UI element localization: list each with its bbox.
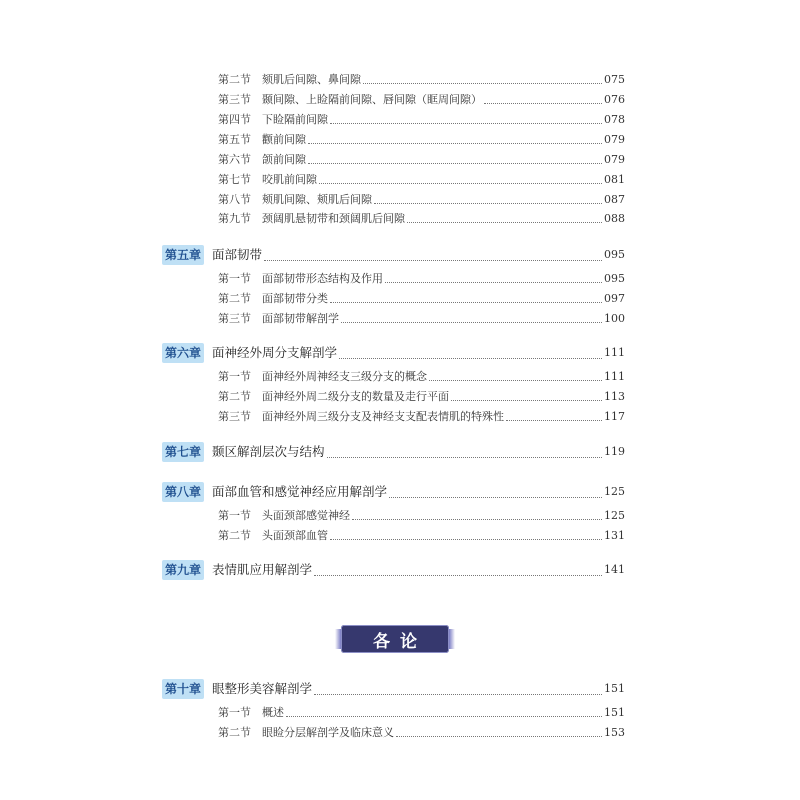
page-number: 081 xyxy=(604,173,625,186)
section-number: 第二节 xyxy=(218,529,251,542)
page-number: 125 xyxy=(604,485,625,498)
chapter-number-badge: 第十章 xyxy=(162,679,204,699)
chapter-number-badge: 第八章 xyxy=(162,482,204,502)
page-number: 117 xyxy=(604,410,625,423)
dot-leader xyxy=(396,736,602,737)
section-title: 概述 xyxy=(262,706,284,719)
toc-section-row[interactable] xyxy=(218,132,625,148)
page-number: 111 xyxy=(604,370,625,383)
toc-section-row[interactable] xyxy=(218,725,625,741)
dot-leader xyxy=(429,380,602,381)
dot-leader xyxy=(341,322,602,323)
toc-section-row[interactable] xyxy=(218,192,625,208)
section-number: 第二节 xyxy=(218,73,251,86)
page-number: 088 xyxy=(604,212,625,225)
section-title: 面部韧带分类 xyxy=(262,292,328,305)
section-number: 第九节 xyxy=(218,212,251,225)
toc-section-row[interactable] xyxy=(218,311,625,327)
section-number: 第一节 xyxy=(218,509,251,522)
page-number: 076 xyxy=(604,93,625,106)
section-title: 头面颈部血管 xyxy=(262,529,328,542)
chapter-title: 颞区解剖层次与结构 xyxy=(212,444,325,459)
section-title: 颧前间隙 xyxy=(262,133,306,146)
chapter-title: 面部血管和感觉神经应用解剖学 xyxy=(212,484,388,499)
section-title: 颈阔肌悬韧带和颈阔肌后间隙 xyxy=(262,212,405,225)
chapter-number-badge: 第六章 xyxy=(162,343,204,363)
section-number: 第一节 xyxy=(218,272,251,285)
dot-leader xyxy=(330,539,602,540)
section-number: 第六节 xyxy=(218,153,251,166)
toc-section-row[interactable] xyxy=(218,172,625,188)
page-number: 131 xyxy=(604,529,625,542)
section-number: 第一节 xyxy=(218,706,251,719)
dot-leader xyxy=(484,103,602,104)
dot-leader xyxy=(339,358,602,359)
dot-leader xyxy=(314,694,602,695)
section-number: 第八节 xyxy=(218,193,251,206)
page-number: 125 xyxy=(604,509,625,522)
section-title: 头面颈部感觉神经 xyxy=(262,509,350,522)
dot-leader xyxy=(506,420,602,421)
page-number: 119 xyxy=(604,445,625,458)
page-number: 087 xyxy=(604,193,625,206)
dot-leader xyxy=(308,163,602,164)
dot-leader xyxy=(352,519,602,520)
toc-chapter-row[interactable] xyxy=(162,480,625,502)
section-title: 下睑隔前间隙 xyxy=(262,113,328,126)
toc-chapter-row[interactable] xyxy=(162,677,625,699)
banner-left-flare xyxy=(335,629,341,649)
chapter-number-badge: 第七章 xyxy=(162,442,204,462)
section-title: 颊肌间隙、颊肌后间隙 xyxy=(262,193,372,206)
toc-section-row[interactable] xyxy=(218,291,625,307)
page-number: 151 xyxy=(604,706,625,719)
toc-section-row[interactable] xyxy=(218,409,625,425)
dot-leader xyxy=(363,83,602,84)
section-title: 面部韧带解剖学 xyxy=(262,312,339,325)
page-number: 097 xyxy=(604,292,625,305)
chapter-number-badge: 第五章 xyxy=(162,245,204,265)
dot-leader xyxy=(264,260,602,261)
dot-leader xyxy=(385,282,602,283)
chapter-title: 眼整形美容解剖学 xyxy=(212,681,313,696)
toc-chapter-row[interactable] xyxy=(162,243,625,265)
dot-leader xyxy=(389,497,602,498)
section-number: 第二节 xyxy=(218,292,251,305)
chapter-title: 面神经外周分支解剖学 xyxy=(212,345,338,360)
toc-section-row[interactable] xyxy=(218,508,625,524)
page-number: 151 xyxy=(604,682,625,695)
section-number: 第三节 xyxy=(218,312,251,325)
dot-leader xyxy=(319,183,602,184)
toc-section-row[interactable] xyxy=(218,152,625,168)
toc-chapter-row[interactable] xyxy=(162,341,625,363)
page-number: 079 xyxy=(604,153,625,166)
toc-section-row[interactable] xyxy=(218,271,625,287)
page-number: 095 xyxy=(604,272,625,285)
dot-leader xyxy=(314,575,602,576)
section-title: 面神经外周神经支三级分支的概念 xyxy=(262,370,427,383)
toc-section-row[interactable] xyxy=(218,72,625,88)
dot-leader xyxy=(451,400,602,401)
part-banner xyxy=(341,625,449,653)
toc-chapter-row[interactable] xyxy=(162,440,625,462)
section-number: 第三节 xyxy=(218,410,251,423)
page-number: 141 xyxy=(604,563,625,576)
section-number: 第三节 xyxy=(218,93,251,106)
toc-section-row[interactable] xyxy=(218,112,625,128)
page-number: 075 xyxy=(604,73,625,86)
dot-leader xyxy=(374,203,602,204)
page-number: 078 xyxy=(604,113,625,126)
banner-label: 各论 xyxy=(373,631,427,652)
chapter-title: 表情肌应用解剖学 xyxy=(212,562,313,577)
dot-leader xyxy=(308,143,602,144)
page-number: 100 xyxy=(604,312,625,325)
dot-leader xyxy=(327,457,602,458)
dot-leader xyxy=(330,302,602,303)
section-number: 第五节 xyxy=(218,133,251,146)
page-number: 153 xyxy=(604,726,625,739)
section-title: 面神经外周三级分支及神经支支配表情肌的特殊性 xyxy=(262,410,504,423)
section-number: 第二节 xyxy=(218,726,251,739)
dot-leader xyxy=(330,123,602,124)
toc-section-row[interactable] xyxy=(218,705,625,721)
section-title: 颞间隙、上睑隔前间隙、唇间隙（眶周间隙） xyxy=(262,93,482,106)
section-title: 面神经外周二级分支的数量及走行平面 xyxy=(262,390,449,403)
dot-leader xyxy=(286,716,602,717)
dot-leader xyxy=(407,222,602,223)
page-number: 079 xyxy=(604,133,625,146)
toc-section-row[interactable] xyxy=(218,389,625,405)
section-title: 颏肌后间隙、鼻间隙 xyxy=(262,73,361,86)
section-number: 第二节 xyxy=(218,390,251,403)
section-title: 咬肌前间隙 xyxy=(262,173,317,186)
chapter-title: 面部韧带 xyxy=(212,247,263,262)
section-title: 眼睑分层解剖学及临床意义 xyxy=(262,726,394,739)
section-title: 面部韧带形态结构及作用 xyxy=(262,272,383,285)
toc-chapter-row[interactable] xyxy=(162,558,625,580)
toc-section-row[interactable] xyxy=(218,92,625,108)
page-number: 113 xyxy=(604,390,625,403)
toc-section-row[interactable] xyxy=(218,369,625,385)
section-number: 第七节 xyxy=(218,173,251,186)
section-number: 第四节 xyxy=(218,113,251,126)
banner-right-flare xyxy=(449,629,455,649)
page-number: 111 xyxy=(604,346,625,359)
section-number: 第一节 xyxy=(218,370,251,383)
page-number: 095 xyxy=(604,248,625,261)
toc-section-row[interactable] xyxy=(218,211,625,227)
chapter-number-badge: 第九章 xyxy=(162,560,204,580)
toc-section-row[interactable] xyxy=(218,528,625,544)
section-title: 颌前间隙 xyxy=(262,153,306,166)
